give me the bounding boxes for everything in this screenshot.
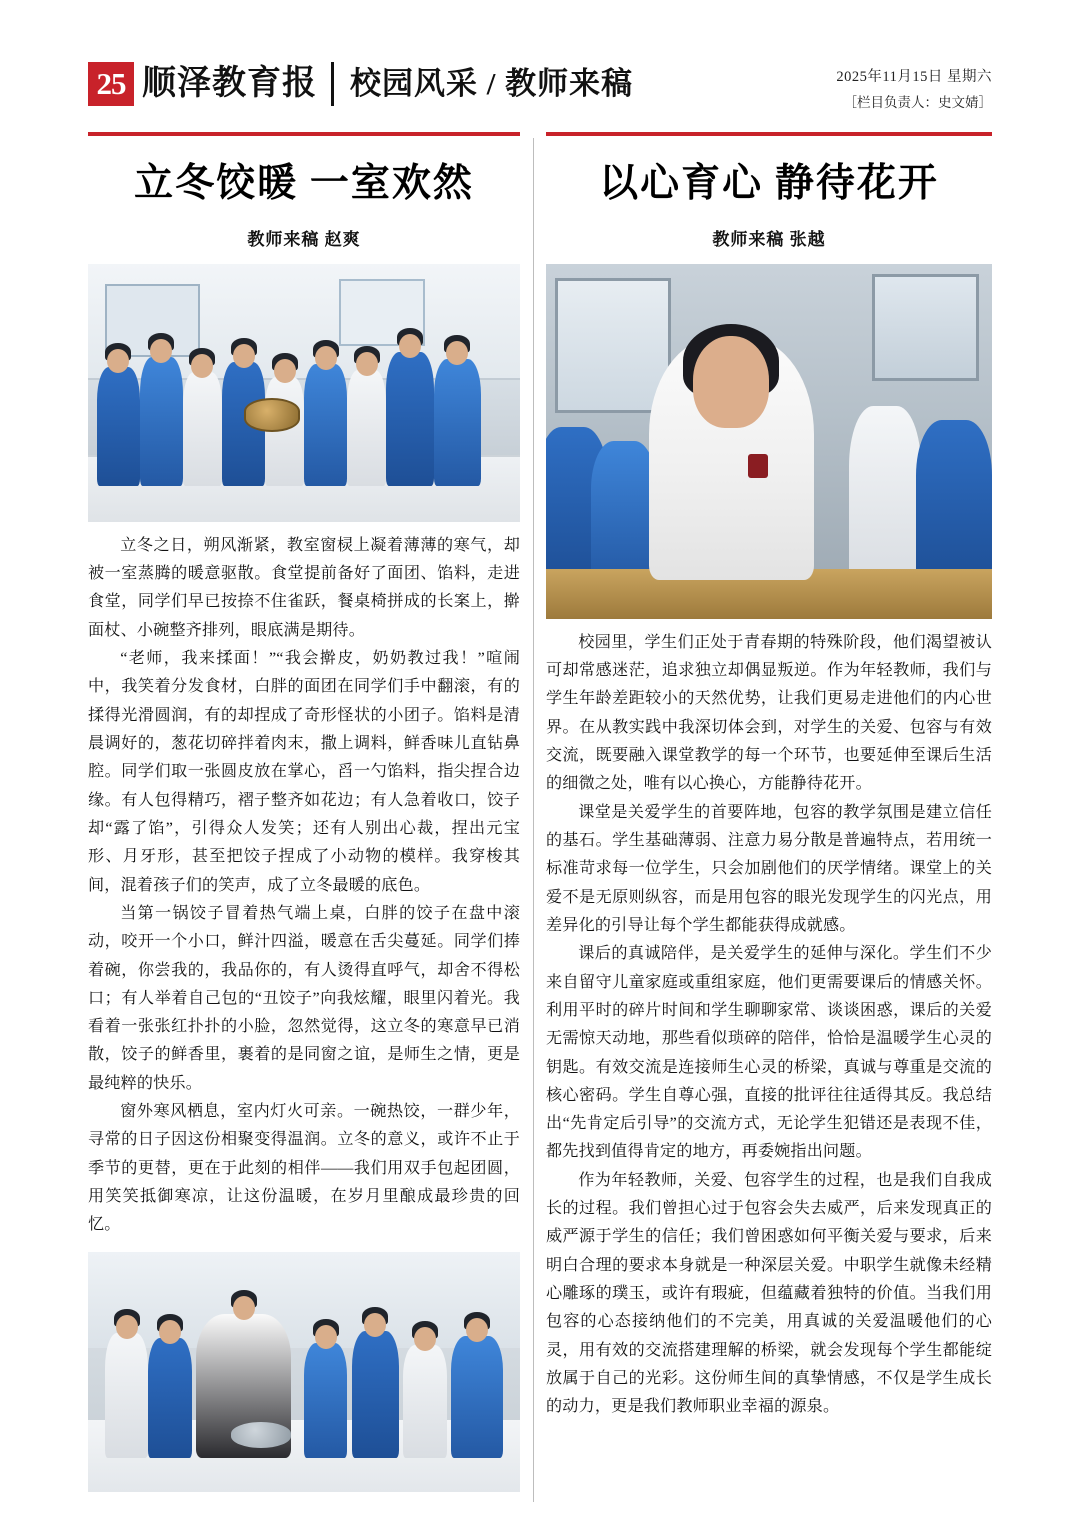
student-in-classroom-photo xyxy=(546,264,992,619)
left-paragraph-3: 当第一锅饺子冒着热气端上桌，白胖的饺子在盘中滚动，咬开一个小口，鲜汁四溢，暖意在舌尖蔓延。同学们捧着碗，你尝我的，我品你的，有人烫得直呼气，却舍不得松口；有人举着自己包的“丑饺子”向我炫耀，眼里闪着光。我看着一张张红扑扑的小脸，忽然觉得，这立冬的寒意早已消散，饺子的鲜香里，裹着的是同窗之谊，是师生之情，更是最纯粹的快乐。 xyxy=(88,904,520,1092)
article-columns xyxy=(88,132,992,1502)
left-article xyxy=(88,132,520,1502)
issue-date: 2025年11月15日 星期六 xyxy=(836,69,992,85)
paper-name: 顺泽教育报 xyxy=(142,62,334,106)
left-paragraph-4: 窗外寒风栖息，室内灯火可亲。一碗热饺，一群少年，寻常的日子因这份相聚变得温润。立冬的意义，或许不止于季节的更替，更在于此刻的相伴——我们用双手包起团圆，用笑笑抵御寒凉，让这份温暖，在岁月里酿成最珍贵的回忆。 xyxy=(88,1103,520,1234)
masthead xyxy=(88,62,992,118)
right-article-headline: 以心育心 静待花开 xyxy=(599,162,939,205)
right-paragraph-1: 校园里，学生们正处于青春期的特殊阶段，他们渴望被认可却常感迷茫，追求独立却偶显叛逆。作为年轻教师，我们与学生年龄差距较小的天然优势，让我们更易走进他们的内心世界。在从教实践中我深切体会到，对学生的关爱、包容与有效交流，既要融入课堂教学的每一个环节，也要延伸至课后生活的细微之处，唯有以心换心，方能静待花开。 xyxy=(546,633,992,793)
column-divider xyxy=(520,132,546,1502)
editor-credit: ［栏目负责人：史文婧］ xyxy=(843,95,992,110)
right-paragraph-3: 课后的真诚陪伴，是关爱学生的延伸与深化。学生们不少来自留守儿童家庭或重组家庭，他们更需要课后的情感关怀。利用平时的碎片时间和学生聊聊家常、谈谈困惑，课后的关爱无需惊天动地，那些看似琐碎的陪伴，恰恰是温暖学生心灵的钥匙。有效交流是连接师生心灵的桥梁，真诚与尊重是交流的核心密码。学生自尊心强，直接的批评往往适得其反。我总结出“先肯定后引导”的交流方式，无论学生犯错还是表现不佳，都先找到值得肯定的地方，再委婉指出问题。 xyxy=(546,945,992,1161)
right-article-body xyxy=(546,629,992,1422)
right-article xyxy=(546,132,992,1502)
left-paragraph-2: “老师，我来揉面！”“我会擀皮，奶奶教过我！”喧闹中，我笑着分发食材，白胖的面团在同学们手中翻滚，有的揉得光滑圆润，有的却捏成了奇形怪状的小团子。馅料是清晨调好的，葱花切碎拌着肉末，撒上调料，鲜香味儿直钻鼻腔。同学们取一张圆皮放在掌心，舀一勺馅料，指尖捏合边缘。有人包得精巧，褶子整齐如花边；有人急着收口，饺子却“露了馅”，引得众人发笑；还有人别出心裁，捏出元宝形、月牙形，甚至把饺子捏成了小动物的模样。我穿梭其间，混着孩子们的笑声，成了立冬最暖的底色。 xyxy=(88,650,520,894)
page-number: 25 xyxy=(88,62,134,106)
left-article-byline: 教师来稿 赵爽 xyxy=(247,229,361,249)
section-title: 校园风采 / 教师来稿 xyxy=(350,66,634,101)
left-article-body xyxy=(88,532,520,1240)
left-article-rule xyxy=(88,132,520,136)
students-making-dumplings-photo xyxy=(88,264,520,522)
right-paragraph-4: 作为年轻教师，关爱、包容学生的过程，也是我们自我成长的过程。我们曾担心过于包容会失去威严，后来发现真正的威严源于学生的信任；我们曾困惑如何平衡关爱与要求，后来明白合理的要求本身就是一种深层关爱。中职学生就像未经精心雕琢的璞玉，或许有瑕疵，但蕴藏着独特的价值。当我们用包容的心态接纳他们的不完美，用真诚的关爱温暖他们的心灵，用有效的交流搭建理解的桥梁，就会发现每个学生都能绽放属于自己的光彩。这份师生间的真挚情感，不仅是学生成长的动力，更是我们教师职业幸福的源泉。 xyxy=(546,1171,992,1416)
left-article-headline: 立冬饺暖 一室欢然 xyxy=(134,162,474,205)
masthead-meta xyxy=(836,62,992,111)
left-paragraph-1: 立冬之日，朔风渐紧，教室窗棂上凝着薄薄的寒气，却被一室蒸腾的暖意驱散。食堂提前备好了面团、馅料，走进食堂，同学们早已按捺不住雀跃，餐桌椅拼成的长案上，擀面杖、小碗整齐排列，眼底满是期待。 xyxy=(88,536,520,639)
right-article-rule xyxy=(546,132,992,136)
right-paragraph-2: 课堂是关爱学生的首要阵地，包容的教学氛围是建立信任的基石。学生基础薄弱、注意力易分散是普遍特点，若用统一标准苛求每一位学生，只会加剧他们的厌学情绪。课堂上的关爱不是无原则纵容，而是用包容的眼光发现学生的闪光点，用差异化的引导让每个学生都能获得成就感。 xyxy=(546,803,992,934)
right-article-byline: 教师来稿 张越 xyxy=(712,229,826,249)
student-kneading-dough-photo xyxy=(88,1252,520,1492)
